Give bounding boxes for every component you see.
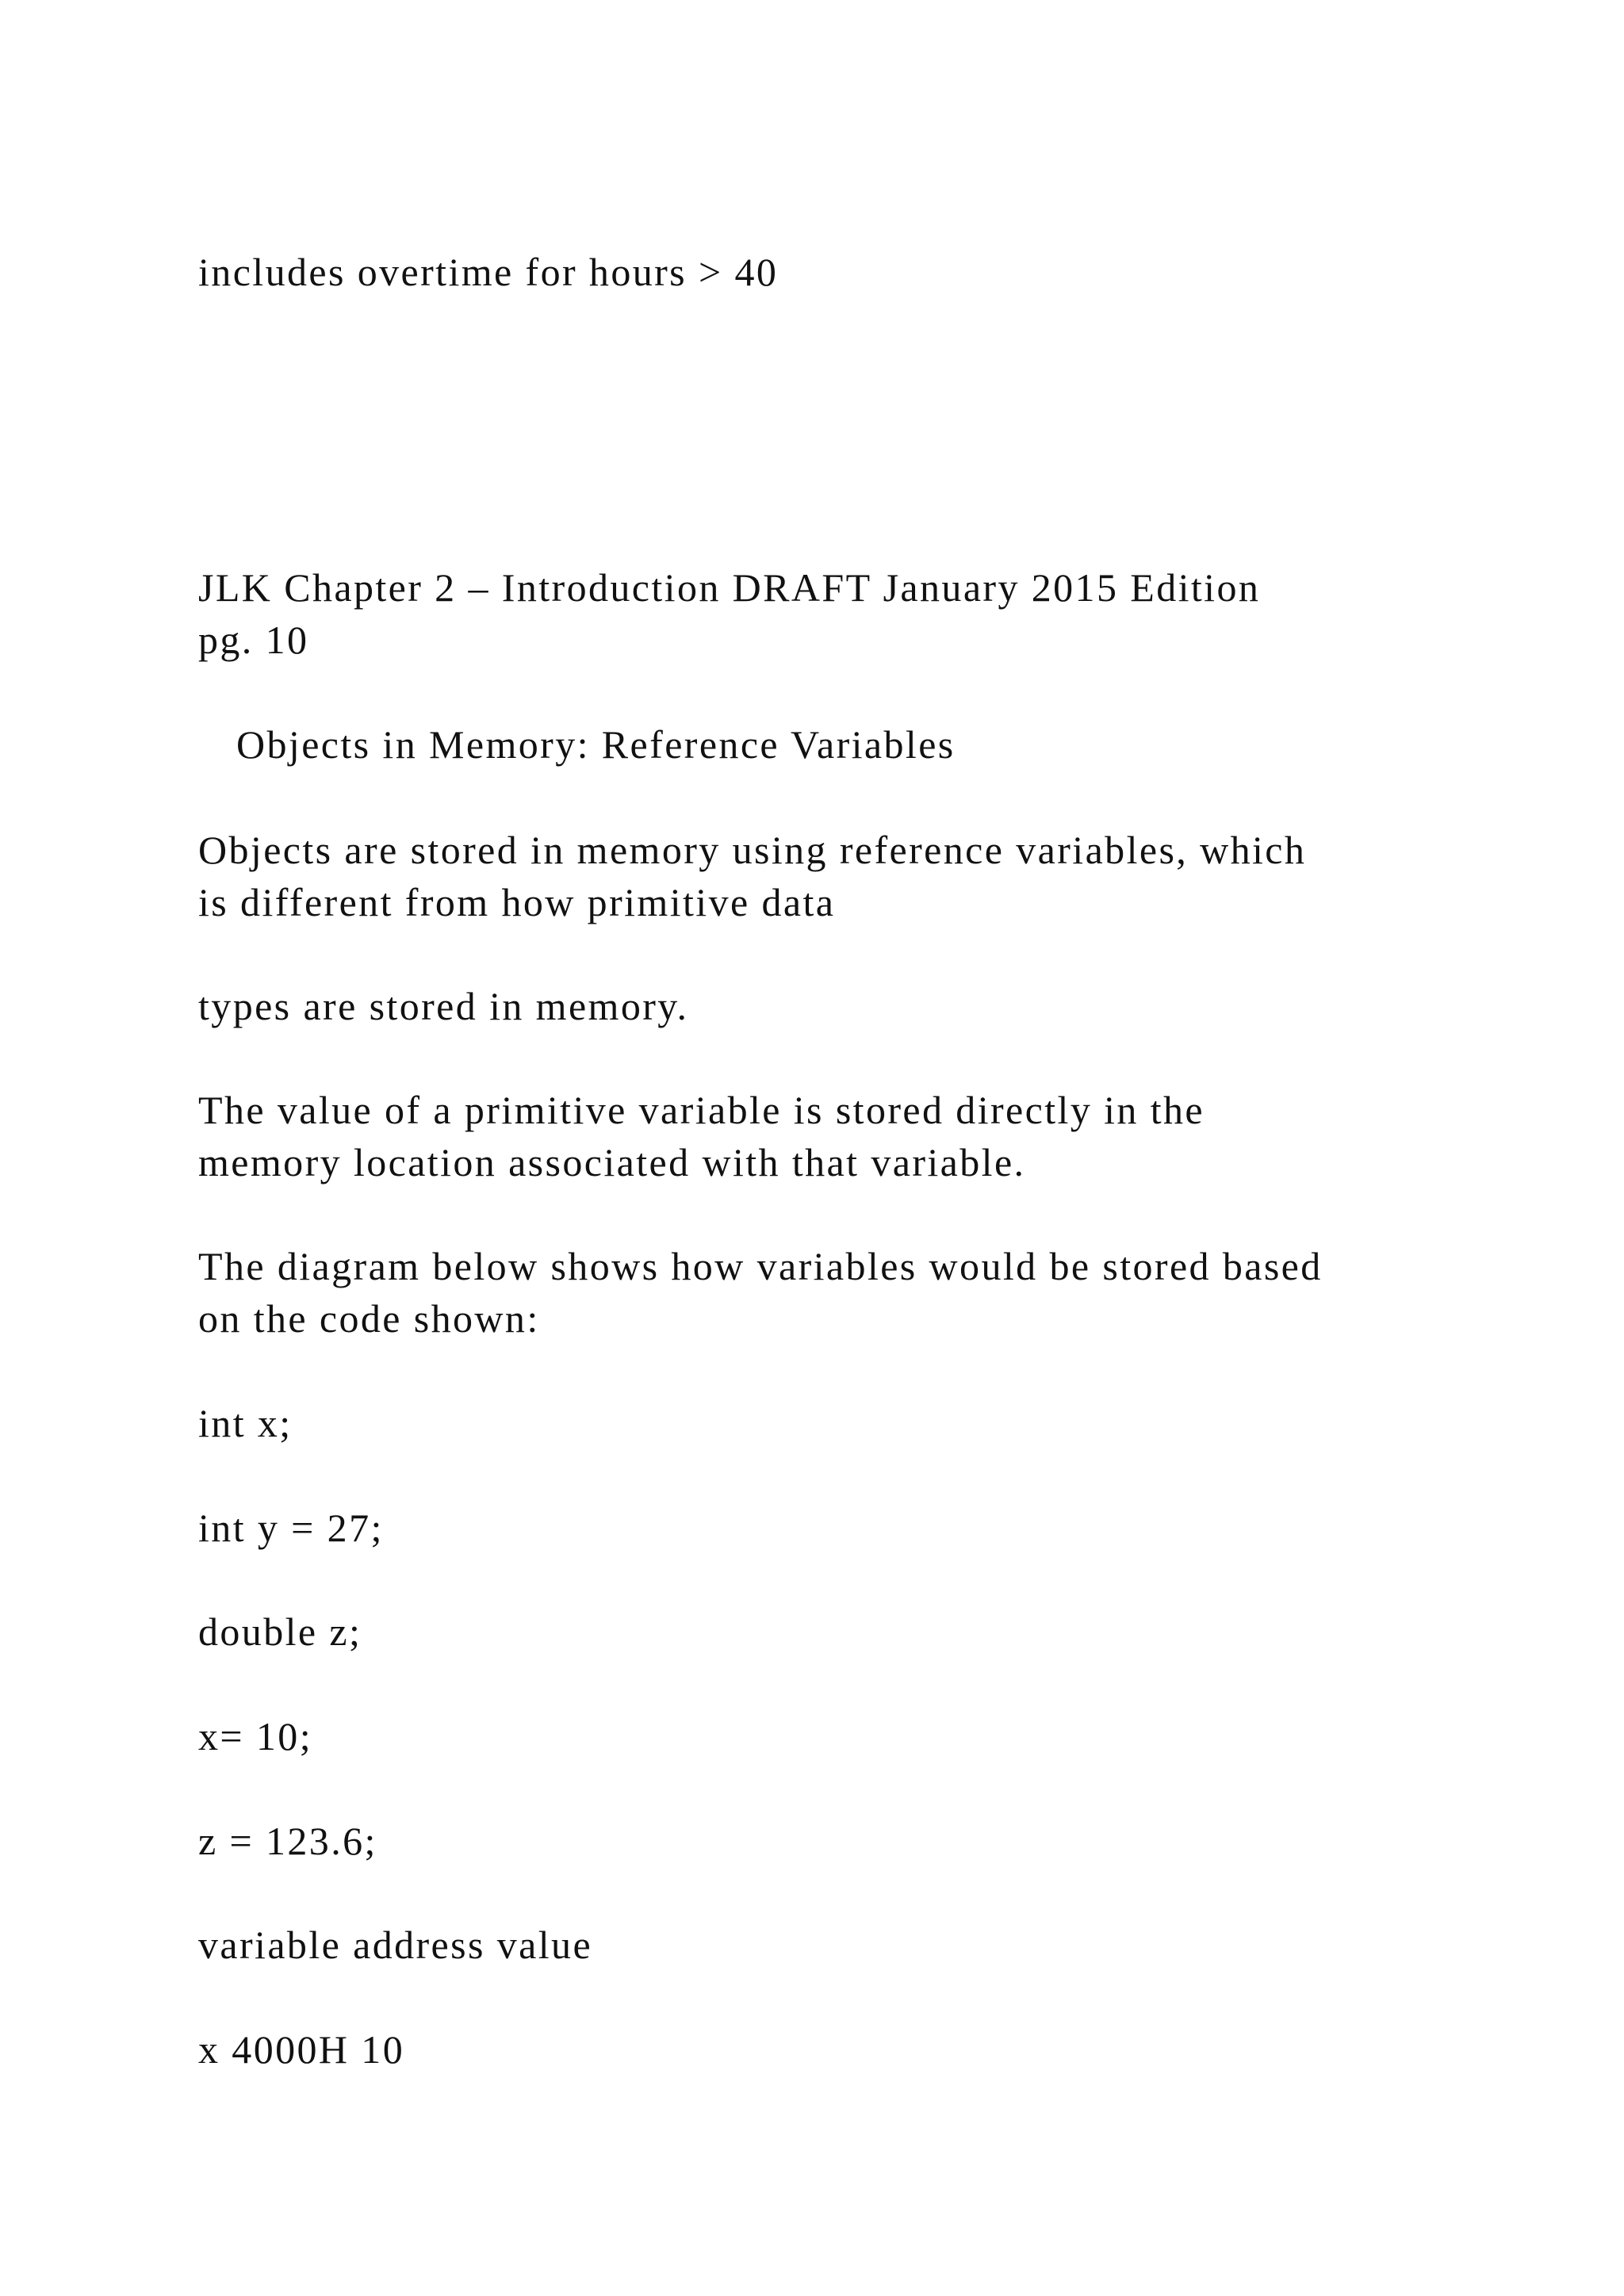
paragraph-2: types are stored in memory. [198, 984, 689, 1028]
paragraph-4-line-1: The diagram below shows how variables would be stored based [198, 1244, 1323, 1288]
paragraph-4-line-2: on the code shown: [198, 1296, 540, 1341]
paragraph-3-line-2: memory location associated with that variable. [198, 1140, 1026, 1184]
footer-title: JLK Chapter 2 – Introduction DRAFT January 2015 Edition [198, 565, 1261, 610]
paragraph-1-line-2: is different from how primitive data [198, 880, 836, 924]
page-footer [198, 561, 1435, 666]
top-note: includes overtime for hours > 40 [198, 250, 779, 294]
code-line: x= 10; [198, 1714, 312, 1758]
paragraph-1-line-1: Objects are stored in memory using reference variables, which [198, 828, 1307, 872]
code-line: double z; [198, 1609, 362, 1654]
code-line: int x; [198, 1401, 293, 1445]
table-header: variable address value [198, 1923, 593, 1967]
table-row: x 4000H 10 [198, 2027, 405, 2072]
paragraph-4 [198, 1240, 1435, 1345]
code-line: z = 123.6; [198, 1819, 377, 1863]
section-heading: Objects in Memory: Reference Variables [236, 722, 956, 767]
footer-page-number: pg. 10 [198, 618, 309, 662]
code-line: int y = 27; [198, 1506, 384, 1550]
paragraph-1 [198, 824, 1435, 928]
paragraph-3 [198, 1084, 1435, 1188]
paragraph-3-line-1: The value of a primitive variable is stored directly in the [198, 1088, 1205, 1132]
